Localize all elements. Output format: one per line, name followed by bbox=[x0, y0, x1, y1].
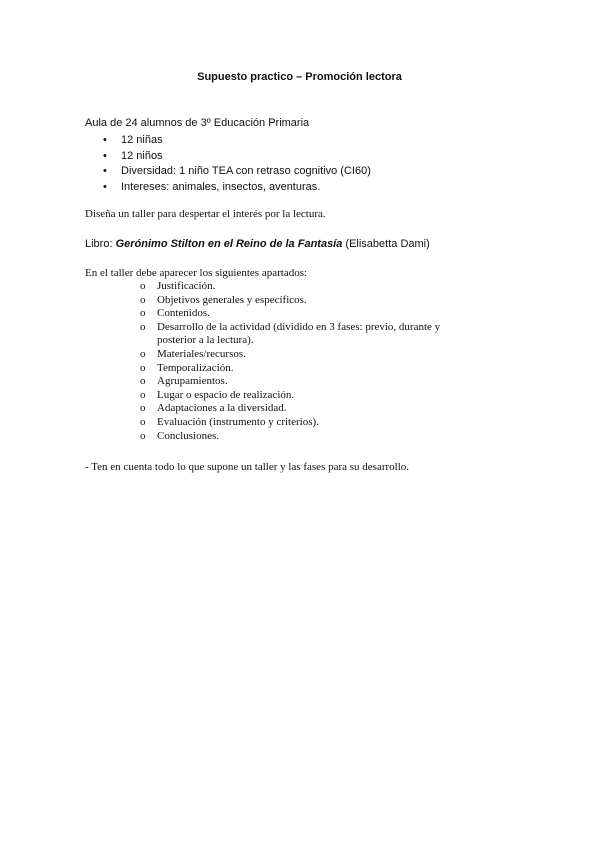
book-title: Gerónimo Stilton en el Reino de la Fantasía bbox=[115, 238, 343, 250]
list-marker: o bbox=[140, 307, 146, 320]
list-marker: o bbox=[140, 402, 146, 415]
list-item: o Lugar o espacio de realización. bbox=[140, 388, 295, 401]
class-details-list bbox=[103, 133, 371, 195]
class-description: Aula de 24 alumnos de 3º Educación Primaria bbox=[85, 117, 310, 129]
list-item: o Contenidos. bbox=[140, 307, 210, 320]
list-item: • 12 niñas bbox=[103, 133, 371, 149]
list-marker: o bbox=[140, 320, 146, 333]
book-line bbox=[85, 238, 430, 250]
document-title: Supuesto practico – Promoción lectora bbox=[197, 71, 402, 83]
sections-list bbox=[140, 280, 480, 443]
list-item: o Materiales/recursos. bbox=[140, 347, 246, 360]
sections-intro: En el taller debe aparecer los siguientes apartados: bbox=[85, 267, 308, 279]
list-item: o Agrupamientos. bbox=[140, 375, 228, 388]
list-marker: o bbox=[140, 429, 146, 442]
list-marker: o bbox=[140, 293, 146, 306]
list-item: o Conclusiones. bbox=[140, 429, 220, 442]
list-marker: o bbox=[140, 280, 146, 292]
book-label: Libro: bbox=[85, 238, 113, 250]
list-item: • Intereses: animales, insectos, aventuras. bbox=[103, 180, 371, 196]
list-item: • Diversidad: 1 niño TEA con retraso cognitivo (CI60) bbox=[103, 164, 371, 180]
list-marker: o bbox=[140, 415, 146, 428]
list-item: o Temporalización. bbox=[140, 361, 234, 374]
book-author: (Elisabetta Dami) bbox=[345, 238, 430, 250]
task-statement: Diseña un taller para despertar el interés por la lectura. bbox=[85, 208, 326, 220]
list-marker: o bbox=[140, 375, 146, 388]
list-marker: o bbox=[140, 347, 146, 360]
list-item: o Evaluación (instrumento y criterios). bbox=[140, 415, 319, 428]
list-marker: o bbox=[140, 388, 146, 401]
closing-note: - Ten en cuenta todo lo que supone un taller y las fases para su desarrollo. bbox=[85, 461, 410, 473]
list-marker: o bbox=[140, 361, 146, 374]
list-item: o Desarrollo de la actividad (dividido en 3 fases: previo, durante y posterior a la lectura). bbox=[140, 320, 441, 347]
list-item: o Adaptaciones a la diversidad. bbox=[140, 402, 287, 415]
list-item: • 12 niños bbox=[103, 149, 371, 165]
list-item: o Justificación. bbox=[140, 280, 216, 292]
list-item: o Objetivos generales y específicos. bbox=[140, 293, 307, 306]
